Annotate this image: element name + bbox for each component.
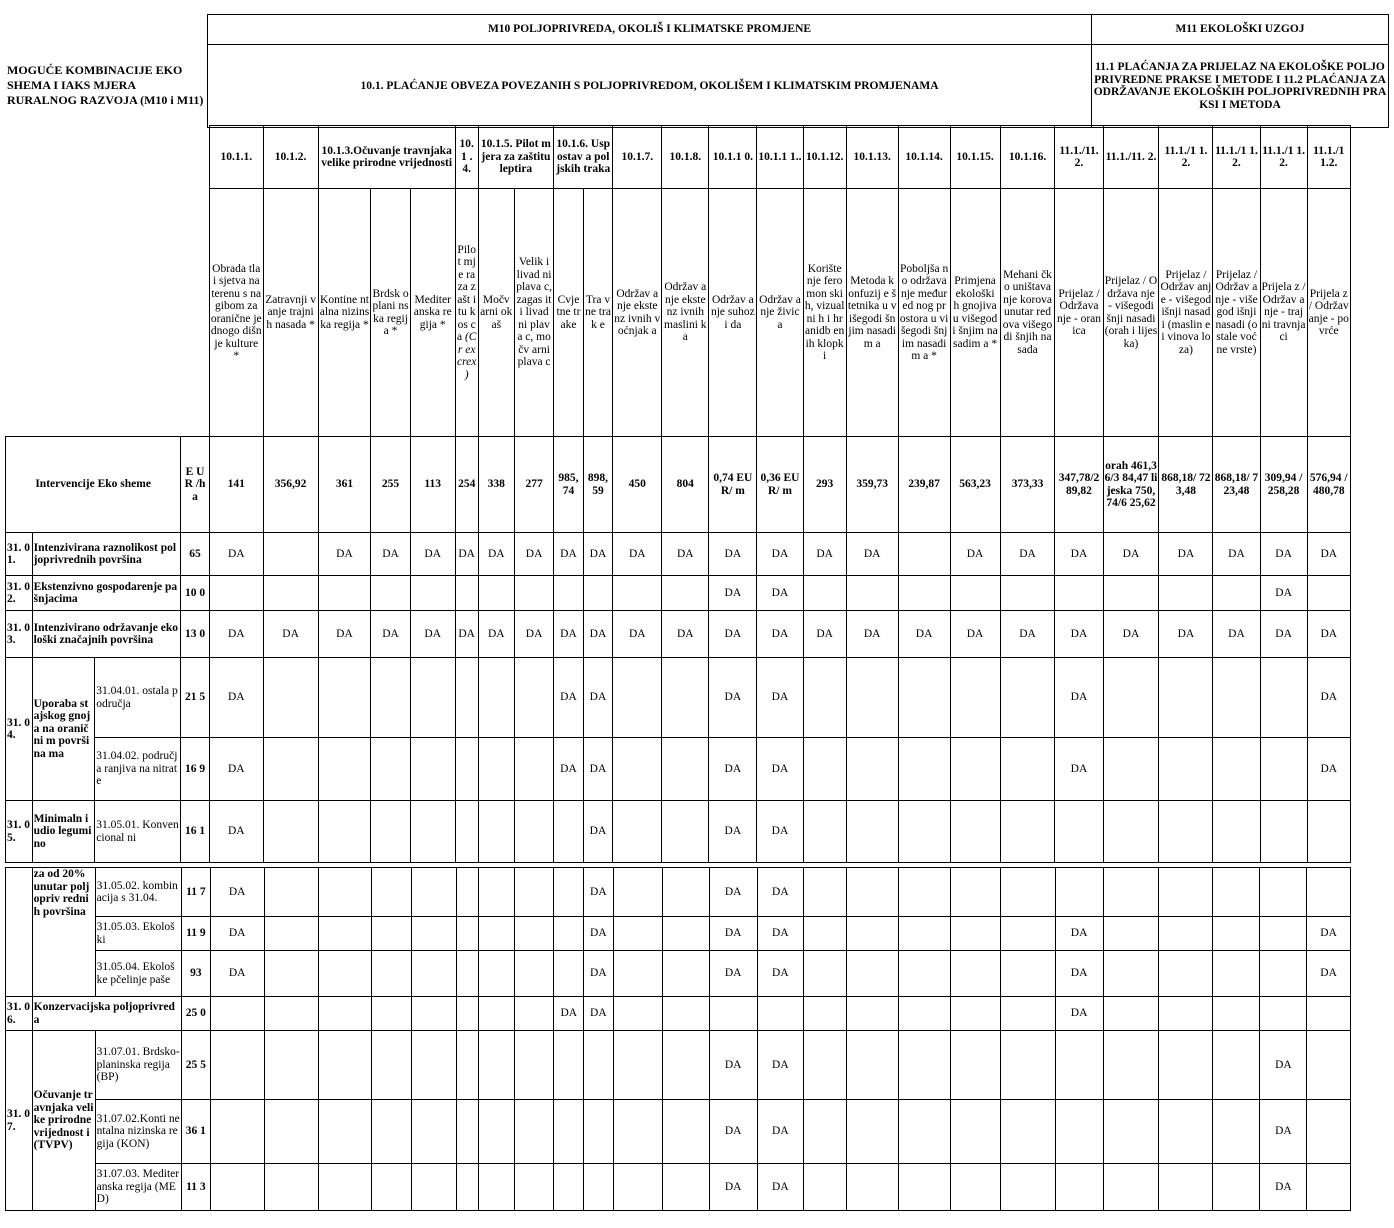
da-cell: DA (1055, 951, 1103, 997)
code-10-1-5: 10.1.5. Pilot mjera za zaštitu leptira (478, 126, 554, 189)
da-cell: DA (318, 611, 371, 658)
measure-description: Prijelaz / Održava nje - oranica (1055, 189, 1103, 437)
intervention-value: 359,73 (846, 437, 898, 533)
intervention-value: 338 (478, 437, 514, 533)
intervention-label: Intervencije Eko sheme (6, 437, 181, 533)
da-cell: DA (757, 658, 803, 738)
intervention-value: 255 (371, 437, 410, 533)
eco-scheme-code: 31. 06. (6, 997, 33, 1031)
da-cell: DA (1307, 738, 1350, 801)
intervention-value: 277 (514, 437, 553, 533)
eco-scheme-name: Očuvanje travnjaka velike prirodne vrijednost i (TVPV) (32, 1031, 95, 1211)
eco-scheme-value: 13 0 (181, 611, 210, 658)
eco-subscheme-name: 31.07.01. Brdsko-planinska regija (BP) (95, 1031, 181, 1100)
da-cell: DA (210, 868, 264, 917)
intervention-value: 361 (318, 437, 371, 533)
eco-scheme-value: 11 3 (182, 1164, 211, 1211)
eco-subscheme-name: 31.04.02. područja ranjiva na nitrate (95, 738, 181, 801)
intervention-value: 985, 74 (554, 437, 584, 533)
eco-subscheme-name: 31.05.02. kombinacija s 31.04. (95, 868, 181, 917)
intervention-value: 356,92 (263, 437, 318, 533)
eco-scheme-name: Intenzivirano održavanje ekološki značajnih površina (32, 611, 181, 658)
da-cell: DA (478, 611, 514, 658)
intervention-value: 293 (803, 437, 846, 533)
code-10-1-1: 10.1.1. (209, 126, 263, 189)
measure-description: Brdsk o plani nska regija * (371, 189, 410, 437)
eco-scheme-value: 25 5 (182, 1031, 211, 1100)
da-cell: DA (210, 951, 264, 997)
da-cell: DA (318, 533, 371, 576)
da-cell: DA (209, 658, 263, 738)
measure-description: Obrada tla i sjetva na terenu s nagibom za oranične jednogo dišnje kulture * (209, 189, 263, 437)
da-cell: DA (1307, 658, 1350, 738)
code-10-1-3: 10.1.3.Očuvanje travnjaka velike prirodne vrijednosti (318, 126, 455, 189)
da-cell: DA (584, 917, 614, 951)
da-cell: DA (554, 611, 584, 658)
eco-scheme-value: 21 5 (181, 658, 210, 738)
intervention-value: 450 (613, 437, 662, 533)
intervention-value: 347,78/2 89,82 (1055, 437, 1103, 533)
eco-subscheme-name: 31.05.04. Ekološke pčelinje paše (95, 951, 181, 997)
da-cell: DA (662, 533, 709, 576)
da-cell: DA (583, 801, 613, 863)
code-10-1-6: 10.1.6. Uspostav a poljskih traka (554, 126, 613, 189)
intervention-value: 239,87 (898, 437, 950, 533)
eco-scheme-code: 31. 07. (6, 1031, 33, 1211)
da-cell: DA (709, 738, 757, 801)
da-cell: DA (709, 611, 757, 658)
measure-description: Mediter anska regija * (410, 189, 455, 437)
eco-scheme-value: 16 9 (181, 738, 210, 801)
da-cell: DA (757, 533, 803, 576)
da-cell: DA (757, 576, 803, 611)
da-cell: DA (1260, 533, 1307, 576)
eco-subscheme-name: 31.07.03. Mediteranska regija (MED) (95, 1164, 181, 1211)
da-cell: DA (209, 611, 263, 658)
eco-scheme-name: Ekstenzivno gospodarenje pašnjacima (32, 576, 181, 611)
da-cell: DA (709, 801, 757, 863)
da-cell: DA (584, 997, 614, 1031)
measure-description: Prijela z / Održav anje - trajni travnja ci (1260, 189, 1307, 437)
intervention-value: 563,23 (950, 437, 1000, 533)
da-cell: DA (478, 533, 514, 576)
da-cell: DA (1260, 611, 1307, 658)
da-cell: DA (583, 533, 613, 576)
code-10-1-13: 10.1.13. (846, 126, 898, 189)
intervention-value: 309,94 / 258,28 (1260, 437, 1307, 533)
da-cell: DA (1055, 658, 1103, 738)
da-cell: DA (757, 738, 803, 801)
da-cell: DA (1103, 611, 1159, 658)
intervention-value: 868,18/ 723,48 (1159, 437, 1213, 533)
da-cell: DA (1159, 611, 1213, 658)
eco-subscheme-name: 31.05.01. Konvencional ni (95, 801, 181, 863)
combination-table (5, 125, 1394, 863)
da-cell: DA (263, 611, 318, 658)
da-cell: DA (757, 1031, 803, 1100)
intervention-unit: E U R /ha (181, 437, 210, 533)
code-m11-3: 11.1./1 1.2. (1159, 126, 1213, 189)
da-cell: DA (410, 533, 455, 576)
da-cell: DA (584, 868, 614, 917)
measure-description: Tra vne trak e (583, 189, 613, 437)
da-cell: DA (455, 533, 478, 576)
da-cell: DA (613, 611, 662, 658)
m10-subgroup-title: 10.1. PLAĆANJE OBVEZA POVEZANIH S POLJOPRIVREDOM, OKOLIŠEM I KLIMATSKIM PROMJENAMA (208, 45, 1092, 128)
da-cell: DA (410, 611, 455, 658)
measure-description: Zatravnji vanje trajnih nasada * (263, 189, 318, 437)
da-cell: DA (898, 611, 950, 658)
da-cell: DA (1055, 997, 1103, 1031)
measure-description: Mehani čko uništava nje korova unutar redova višegodi šnjih nasada (1000, 189, 1055, 437)
eco-scheme-value: 11 7 (182, 868, 211, 917)
code-10-1-14: 10.1.14. (898, 126, 950, 189)
da-cell: DA (1159, 533, 1213, 576)
da-cell: DA (709, 868, 757, 917)
m11-group-title: M11 EKOLOŠKI UZGOJ (1092, 15, 1389, 45)
da-cell: DA (1213, 611, 1260, 658)
measure-description: Prijelaz / Održav anje - višegod išnji nasadi (ostale voćne vrste) (1213, 189, 1260, 437)
m10-group-title: M10 POLJOPRIVREDA, OKOLIŠ I KLIMATSKE PROMJENE (208, 15, 1092, 45)
da-cell: DA (209, 738, 263, 801)
code-10-1-10: 10.1.1 0. (709, 126, 757, 189)
da-cell: DA (613, 533, 662, 576)
da-cell: DA (709, 1031, 757, 1100)
da-cell: DA (950, 611, 1000, 658)
latin-name: (Cr ex crex ) (457, 331, 477, 381)
measure-description: Prijela z / Održav anje - povrće (1307, 189, 1350, 437)
da-cell: DA (757, 1100, 803, 1164)
measure-description: Korište nje feromon skih, vizualni h i hranidb enih klopki (803, 189, 846, 437)
m11-subgroup-title: 11.1 PLAĆANJA ZA PRIJELAZ NA EKOLOŠKE POLJOPRIVREDNE PRAKSE I METODE I 11.2 PLAĆANJA ZA ODRŽAVANJE EKOLOŠKIH POLJOPRIVREDNIH PRAKSI I METODA (1092, 45, 1389, 128)
eco-scheme-code: 31. 05. (6, 801, 33, 863)
da-cell: DA (709, 576, 757, 611)
eco-scheme-name: Uporaba stajskog gnoja na oranični m površina ma (32, 658, 95, 801)
measure-description: Kontine ntalna nizinska regija * (318, 189, 371, 437)
code-10-1-11: 10.1.1 1.. (757, 126, 803, 189)
measure-description: Održav anje suhozi da (709, 189, 757, 437)
measure-description: Poboljša no održava nje međured nog prostora u višegodi šnjim nasadim a * (898, 189, 950, 437)
da-cell: DA (709, 1164, 757, 1211)
da-cell: DA (210, 917, 264, 951)
da-cell: DA (209, 533, 263, 576)
da-cell: DA (1307, 917, 1350, 951)
da-cell: DA (209, 801, 263, 863)
da-cell: DA (554, 658, 584, 738)
da-cell: DA (950, 533, 1000, 576)
measure-description (455, 189, 478, 437)
corner-title: MOGUĆE KOMBINACIJE EKO SHEMA I IAKS MJERA RURALNOG RAZVOJA (M10 i M11) (7, 63, 204, 107)
eco-scheme-value: 16 1 (181, 801, 210, 863)
intervention-value: 576,94 / 480,78 (1307, 437, 1350, 533)
code-m11-2: 11.1./11. 2. (1103, 126, 1159, 189)
eco-scheme-code: 31. 02. (6, 576, 33, 611)
measure-description: Prijelaz / Održav anje - višegod išnji nasadi (maslin e i vinova loza) (1159, 189, 1213, 437)
eco-scheme-name: Intenzivirana raznolikost poljoprivrednih površina (32, 533, 181, 576)
da-cell: DA (1055, 533, 1103, 576)
da-cell: DA (371, 611, 410, 658)
intervention-value: orah 461,36/3 84,47 lijeska 750,74/6 25,62 (1103, 437, 1159, 533)
da-cell: DA (709, 533, 757, 576)
da-cell: DA (1213, 533, 1260, 576)
da-cell: DA (846, 611, 898, 658)
eco-scheme-value: 25 0 (182, 997, 211, 1031)
da-cell: DA (1055, 917, 1103, 951)
eco-scheme-code: 31. 01. (6, 533, 33, 576)
code-10-1-8: 10.1.8. (662, 126, 709, 189)
intervention-value: 898, 59 (583, 437, 613, 533)
da-cell: DA (1260, 1164, 1307, 1211)
da-cell: DA (1307, 611, 1350, 658)
code-10-1-12: 10.1.12. (803, 126, 846, 189)
da-cell: DA (757, 868, 803, 917)
measure-description: Održav anje ekstenz ivnih maslini ka (662, 189, 709, 437)
da-cell: DA (709, 1100, 757, 1164)
eco-subscheme-name: 31.05.03. Ekološki (95, 917, 181, 951)
da-cell: DA (1260, 576, 1307, 611)
da-cell: DA (554, 997, 584, 1031)
code-10-1-2: 10.1.2. (263, 126, 318, 189)
da-cell: DA (1260, 1100, 1307, 1164)
da-cell: DA (1000, 611, 1055, 658)
measure-description-text: Pilo t mje ra za zašt itu kos ca (456, 243, 477, 344)
da-cell: DA (554, 738, 584, 801)
measure-description: Metoda konfuzij e štetnika u višegodi šnjim nasadim a (846, 189, 898, 437)
eco-scheme-name: Konzervacijska poljoprivreda (32, 997, 181, 1031)
da-cell: DA (846, 533, 898, 576)
measure-description: Prijelaz / Održava nje - višegodi šnji nasadi (orah i lijeska) (1103, 189, 1159, 437)
measure-description: Velik i livad ni plava c, zagas iti livad ni plava c, močv arni plava c (514, 189, 553, 437)
da-cell: DA (514, 611, 553, 658)
da-cell: DA (803, 533, 846, 576)
code-m11-5: 11.1./1 1.2. (1260, 126, 1307, 189)
code-m11-1: 11.1./11. 2. (1055, 126, 1103, 189)
code-m11-6: 11.1./1 1.2. (1307, 126, 1350, 189)
eco-scheme-name: Minimaln i udio legumino (32, 801, 95, 863)
da-cell: DA (757, 1164, 803, 1211)
intervention-value: 141 (209, 437, 263, 533)
intervention-value: 373,33 (1000, 437, 1055, 533)
eco-scheme-code: 31. 04. (6, 658, 33, 801)
da-cell: DA (1103, 533, 1159, 576)
da-cell: DA (514, 533, 553, 576)
code-10-1-7: 10.1.7. (613, 126, 662, 189)
measure-description: Primjena ekološki h gnojiva u višegodi šnjim nasadim a * (950, 189, 1000, 437)
da-cell: DA (1000, 533, 1055, 576)
da-cell: DA (1260, 1031, 1307, 1100)
eco-scheme-value: 10 0 (181, 576, 210, 611)
eco-scheme-value: 36 1 (182, 1100, 211, 1164)
intervention-value: 804 (662, 437, 709, 533)
intervention-value: 0,36 EUR/ m (757, 437, 803, 533)
eco-scheme-code: 31. 03. (6, 611, 33, 658)
da-cell: DA (1307, 533, 1350, 576)
code-10-1-16: 10.1.16. (1000, 126, 1055, 189)
measure-description: Močv arni okaš (478, 189, 514, 437)
da-cell: DA (757, 611, 803, 658)
da-cell: DA (709, 951, 757, 997)
group-header-table (207, 14, 1389, 128)
intervention-value: 113 (410, 437, 455, 533)
da-cell: DA (554, 533, 584, 576)
intervention-value: 868,18/ 723,48 (1213, 437, 1260, 533)
intervention-value: 254 (455, 437, 478, 533)
da-cell: DA (371, 533, 410, 576)
da-cell: DA (583, 611, 613, 658)
da-cell: DA (757, 917, 803, 951)
eco-scheme-value: 93 (182, 951, 211, 997)
da-cell: DA (757, 801, 803, 863)
measure-description: Održav anje ekstenz ivnih voćnjak a (613, 189, 662, 437)
da-cell: DA (757, 951, 803, 997)
da-cell: DA (455, 611, 478, 658)
eco-scheme-value: 11 9 (182, 917, 211, 951)
eco-subscheme-name: 31.04.01. ostala područja (95, 658, 181, 738)
eco-scheme-value: 65 (181, 533, 210, 576)
da-cell: DA (1307, 951, 1350, 997)
code-m11-4: 11.1./1 1.2. (1213, 126, 1260, 189)
da-cell: DA (584, 951, 614, 997)
da-cell: DA (583, 738, 613, 801)
da-cell: DA (583, 658, 613, 738)
eco-subscheme-name: 31.07.02.Konti nentalna nizinska regija (KON) (95, 1100, 181, 1164)
combination-table-continued (5, 867, 1394, 1211)
da-cell: DA (803, 611, 846, 658)
measure-description: Održav anje živica (757, 189, 803, 437)
code-10-1-15: 10.1.15. (950, 126, 1000, 189)
eco-scheme-name-continued: za od 20% unutar poljopriv rednih površina (32, 868, 95, 997)
measure-description: Cvje tne trake (554, 189, 584, 437)
da-cell: DA (1055, 738, 1103, 801)
da-cell: DA (662, 611, 709, 658)
da-cell: DA (709, 658, 757, 738)
intervention-value: 0,74 EUR/ m (709, 437, 757, 533)
da-cell: DA (709, 917, 757, 951)
code-10-1-4: 10.1 .4. (455, 126, 478, 189)
da-cell: DA (1055, 611, 1103, 658)
